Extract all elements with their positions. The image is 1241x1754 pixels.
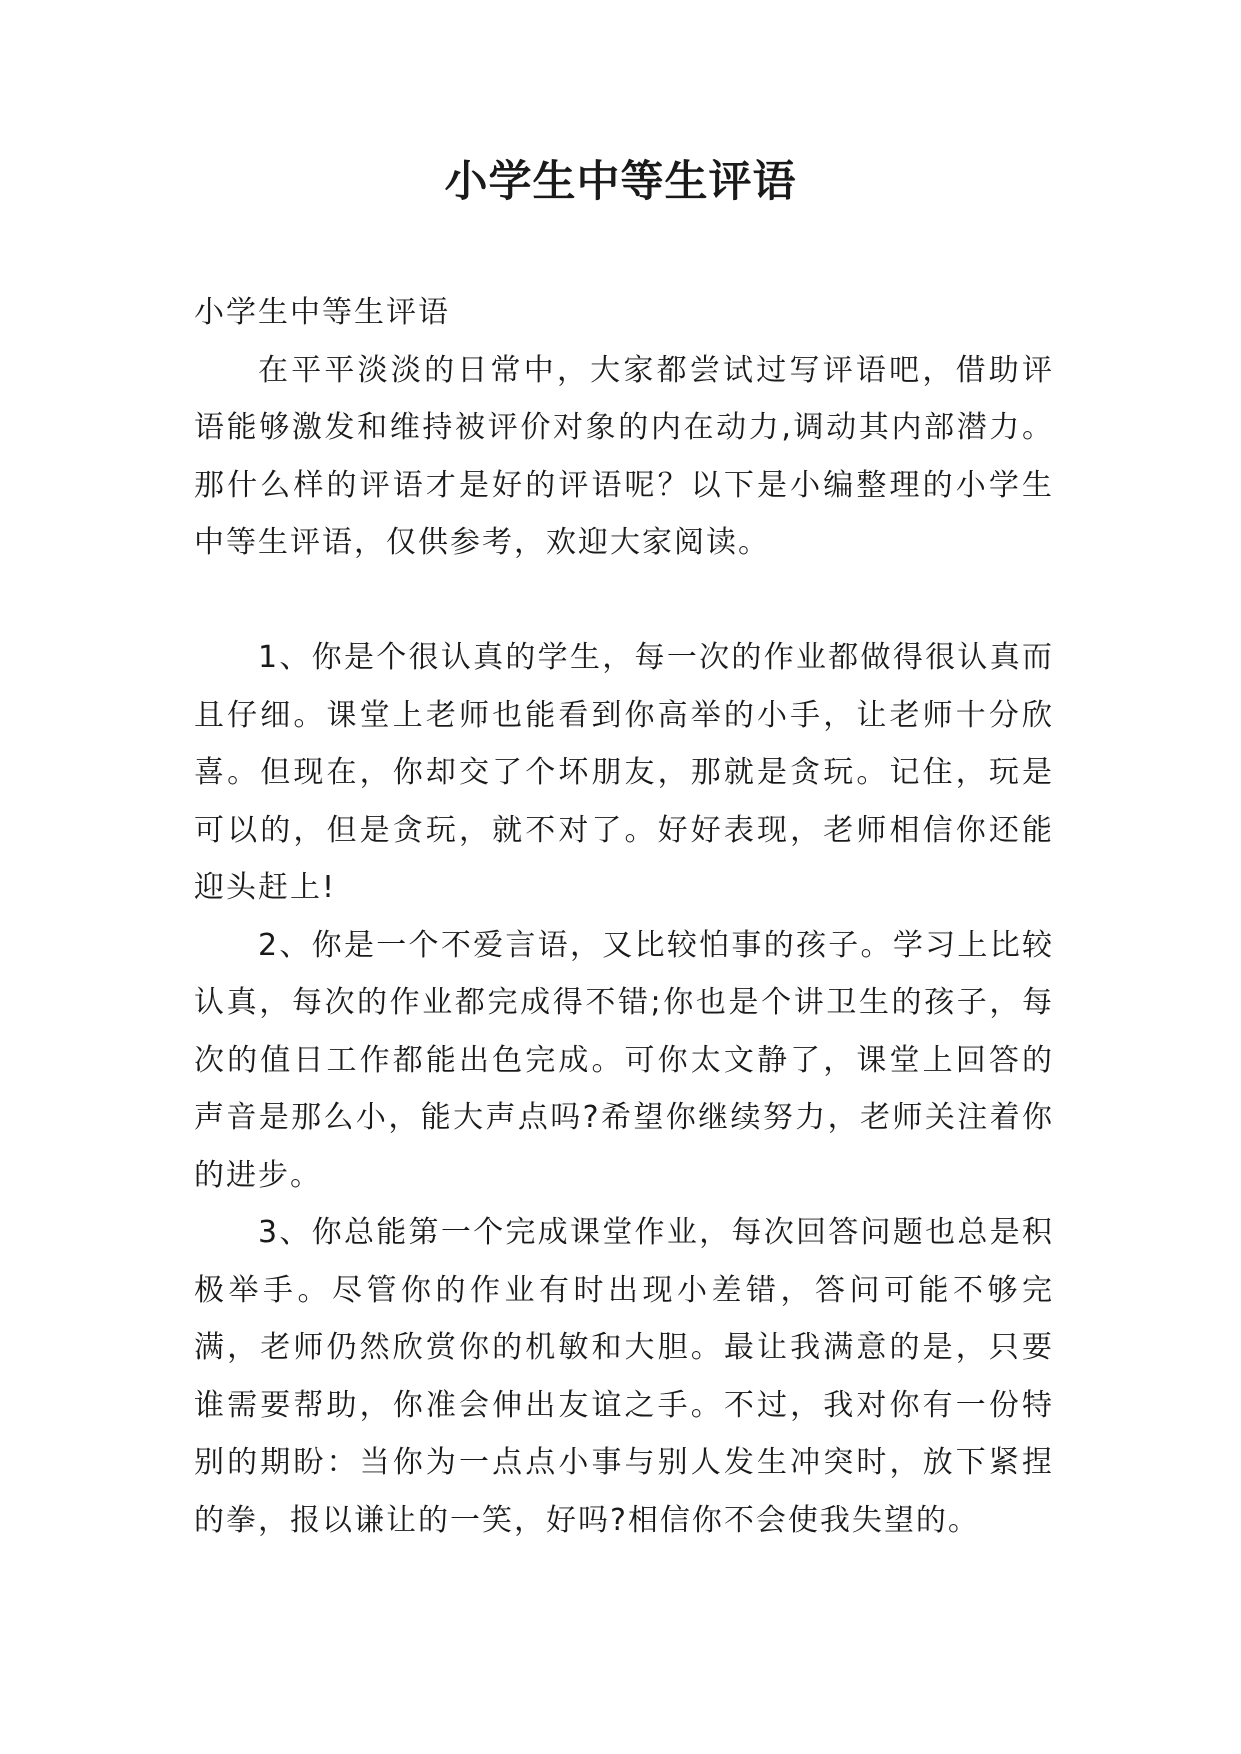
- document-subtitle: 小学生中等生评语: [194, 295, 450, 330]
- comment-paragraph-2: 2、你是一个不爱言语，又比较怕事的孩子。学习上比较认真，每次的作业都完成得不错;你也是个讲卫生的孩子，每次的值日工作都能出色完成。可你太文静了，课堂上回答的声音是那么小，能大声点吗?希望你继续努力，老师关注着你的进步。: [194, 927, 1054, 1193]
- paragraph-spacer: [194, 572, 1054, 630]
- intro-paragraph: 在平平淡淡的日常中，大家都尝试过写评语吧，借助评语能够激发和维持被评价对象的内在动力,调动其内部潜力。那什么样的评语才是好的评语呢？以下是小编整理的小学生中等生评语，仅供参考，欢迎大家阅读。: [194, 352, 1054, 560]
- document-body: [194, 284, 1054, 1549]
- comment-paragraph-3: 3、你总能第一个完成课堂作业，每次回答问题也总是积极举手。尽管你的作业有时出现小差错，答问可能不够完满，老师仍然欣赏你的机敏和大胆。最让我满意的是，只要谁需要帮助，你准会伸出友谊之手。不过，我对你有一份特别的期盼：当你为一点点小事与别人发生冲突时，放下紧捏的拳，报以谦让的一笑，好吗?相信你不会使我失望的。: [194, 1215, 1054, 1538]
- comment-paragraph-1: 1、你是个很认真的学生，每一次的作业都做得很认真而且仔细。课堂上老师也能看到你高举的小手，让老师十分欣喜。但现在，你却交了个坏朋友，那就是贪玩。记住，玩是可以的，但是贪玩，就不对了。好好表现，老师相信你还能迎头赶上!: [194, 640, 1054, 905]
- document-title: 小学生中等生评语: [444, 157, 797, 207]
